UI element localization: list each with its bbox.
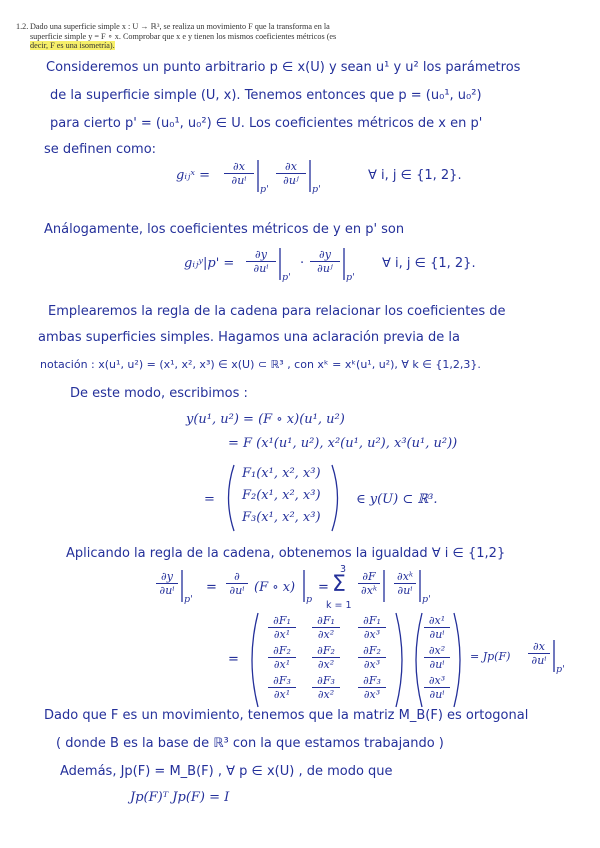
chain-lhs-eval: p': [184, 594, 193, 605]
column-left-paren: [410, 612, 424, 708]
eq1-condition: ∀ i, j ∈ {1, 2}.: [368, 168, 462, 183]
eq1-eval-1: p': [260, 184, 269, 195]
chain-eq-1: =: [206, 580, 217, 595]
problem-statement: [16, 22, 390, 51]
hw-line-7: ambas superficies simples. Hagamos una aclaración previa de la: [38, 330, 460, 345]
chain-fox: (F ∘ x): [254, 580, 296, 595]
col-1: $\frac{\text{∂x¹}}{\text{∂uⁱ}}$: [424, 614, 450, 641]
chain-sum-eval-bar-1: [382, 570, 388, 604]
eq2-frac-2: $\frac{\partial y}{\text{∂uʲ}}$: [310, 248, 340, 275]
eq3-line-b: = F (x¹(u¹, u²), x²(u¹, u²), x³(u¹, u²)): [228, 436, 458, 451]
hw-line-4: se definen como:: [44, 142, 157, 157]
eq3-tail: ∈ y(U) ⊂ ℝ³.: [356, 492, 438, 507]
jac-22: $\frac{\text{∂F₂}}{\text{∂x²}}$: [312, 644, 340, 671]
jac-23: $\frac{\text{∂F₂}}{\text{∂x³}}$: [358, 644, 386, 671]
col-2: $\frac{\text{∂x²}}{\text{∂uⁱ}}$: [424, 644, 450, 671]
chain-sum-frac-1: $\frac{\partial F}{\text{∂xᵏ}}$: [358, 570, 380, 597]
eq3-equals: =: [204, 492, 215, 507]
eq1-frac-1: $\frac{\partial x}{\text{∂uⁱ}}$: [224, 160, 254, 187]
jacobian-left-paren: [246, 612, 260, 708]
hw-line-9: De este modo, escribimos :: [70, 386, 248, 401]
jacobian-rhs-eval: p': [556, 664, 565, 675]
jac-33: $\frac{\text{∂F₃}}{\text{∂x³}}$: [358, 674, 386, 701]
jac-31: $\frac{\text{∂F₃}}{\text{∂x¹}}$: [268, 674, 296, 701]
hw-line-12: ( donde B es la base de ℝ³ con la que estamos trabajando ): [56, 736, 444, 751]
hw-line-10: Aplicando la regla de la cadena, obtenemos la igualdad ∀ i ∈ {1,2}: [66, 546, 506, 561]
eq3-line-a: y(u¹, u²) = (F ∘ x)(u¹, u²): [186, 412, 345, 427]
hw-line-5: Análogamente, los coeficientes métricos de y en p' son: [44, 222, 405, 237]
jac-13: $\frac{\text{∂F₁}}{\text{∂x³}}$: [358, 614, 386, 641]
column-right-paren: [452, 612, 466, 708]
chain-eq-2: =: [318, 580, 329, 595]
eq1-frac-2: $\frac{\partial x}{\text{∂uʲ}}$: [276, 160, 306, 187]
vector-row-2: F₂(x¹, x², x³): [242, 488, 321, 503]
problem-line-1: Dado una superficie simple x : U → ℝ³, se realiza un movimiento F que la transforma en la: [30, 22, 330, 31]
problem-number: 1.2.: [16, 22, 29, 31]
chain-sum-eval: p': [422, 594, 431, 605]
problem-line-3-highlight: decir, F es una isometría).: [30, 41, 115, 51]
chain-mid-frac: ∂ ∂uⁱ: [226, 570, 248, 597]
eq2-condition: ∀ i, j ∈ {1, 2}.: [382, 256, 476, 271]
eq2-lhs: gᵢⱼʸ|p' =: [184, 256, 235, 271]
jacobian-rhs-frac: $\frac{\partial x}{\text{∂uⁱ}}$: [528, 640, 550, 667]
hw-line-2: de la superficie simple (U, x). Tenemos entonces que p = (u₀¹, u₀²): [50, 88, 482, 103]
hw-line-13: Además, Jp(F) = M_B(F) , ∀ p ∈ x(U) , de modo que: [60, 764, 393, 779]
hw-line-6: Emplearemos la regla de la cadena para relacionar los coeficientes de: [48, 304, 506, 319]
eq2-eval-1: p': [282, 272, 291, 283]
eq1-lhs: gᵢⱼˣ =: [176, 168, 211, 183]
chain-mid-eval: p: [306, 594, 313, 605]
jacobian-rhs: = Jp(F): [470, 650, 511, 663]
vector-row-3: F₃(x¹, x², x³): [242, 510, 321, 525]
chain-lhs-frac: $\frac{\partial y}{\text{∂uⁱ}}$: [156, 570, 178, 597]
hw-line-14: Jp(F)ᵀ Jp(F) = I: [130, 790, 230, 805]
chain-sum-frac-2: $\frac{\text{∂xᵏ}}{\text{∂uⁱ}}$: [394, 570, 416, 597]
eq1-eval-2: p': [312, 184, 321, 195]
problem-line-2: superficie simple y = F ∘ x. Comprobar que x e y tienen los mismos coeficientes métricos (es: [30, 31, 337, 41]
vector-right-paren: [330, 464, 344, 532]
hw-line-1: Consideremos un punto arbitrario p ∈ x(U) y sean u¹ y u² los parámetros: [46, 60, 521, 75]
vector-row-1: F₁(x¹, x², x³): [242, 466, 321, 481]
jac-21: $\frac{\text{∂F₂}}{\text{∂x¹}}$: [268, 644, 296, 671]
hw-line-3: para cierto p' = (u₀¹, u₀²) ∈ U. Los coeficientes métricos de x en p': [50, 116, 483, 131]
jac-12: $\frac{\text{∂F₁}}{\text{∂x²}}$: [312, 614, 340, 641]
eq2-dot: ·: [300, 256, 305, 271]
jacobian-equals: =: [228, 652, 239, 667]
jac-11: $\frac{\text{∂F₁}}{\text{∂x¹}}$: [268, 614, 296, 641]
sum-sign: Σ: [332, 572, 346, 597]
vector-left-paren: [222, 464, 236, 532]
hw-line-8: notación : x(u¹, u²) = (x¹, x², x³) ∈ x(U) ⊂ ℝ³ , con xᵏ = xᵏ(u¹, u²), ∀ k ∈ {1,2,3}.: [40, 358, 481, 371]
sum-upper: 3: [340, 564, 347, 575]
eq2-frac-1: $\frac{\partial y}{\text{∂uⁱ}}$: [246, 248, 276, 275]
col-3: $\frac{\text{∂x³}}{\text{∂uⁱ}}$: [424, 674, 450, 701]
eq2-eval-2: p': [346, 272, 355, 283]
jacobian-right-paren: [394, 612, 408, 708]
jac-32: $\frac{\text{∂F₃}}{\text{∂x²}}$: [312, 674, 340, 701]
hw-line-11: Dado que F es un movimiento, tenemos que la matriz M_B(F) es ortogonal: [44, 708, 529, 723]
sum-lower: k = 1: [326, 600, 352, 611]
